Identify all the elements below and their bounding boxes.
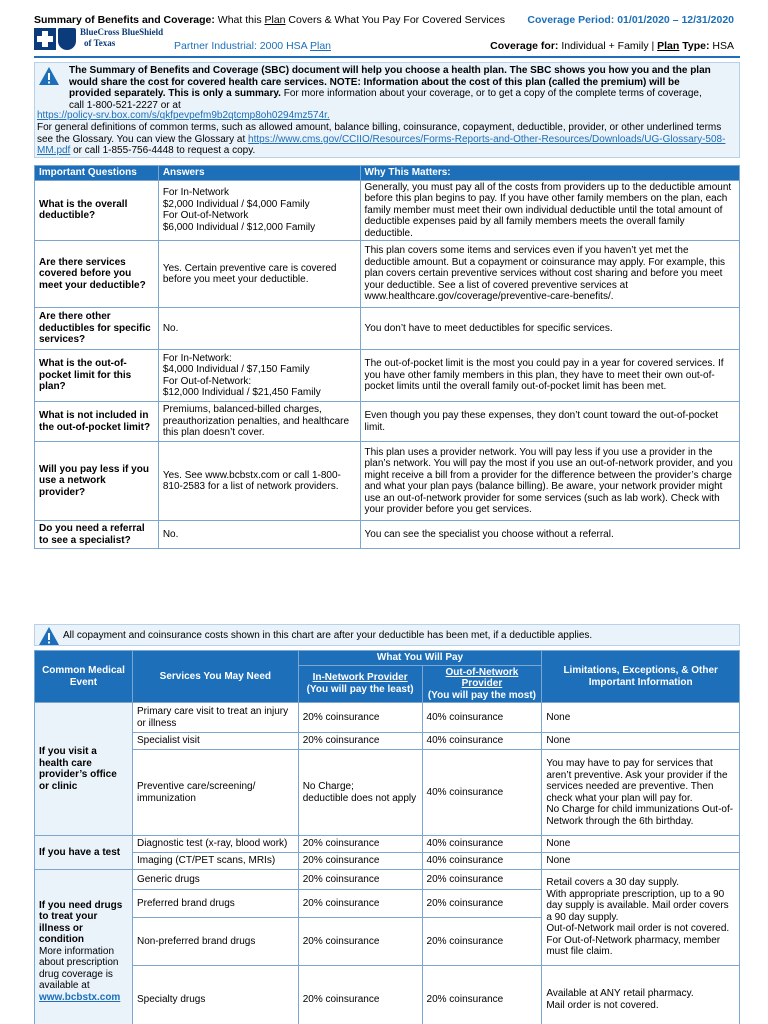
table-row: Specialty drugs 20% coinsurance 20% coinsurance Available at ANY retail pharmacy. Mail order is not covered.: [35, 966, 740, 1024]
answer: For In-Network: $4,000 Individual / $7,150 Family For Out-of-Network: $12,000 Individual / $21,450 Family: [158, 350, 360, 402]
glossary-link[interactable]: https://www.cms.gov/CCIIO/Resources/Forms-Reports-and-Other-Resources/Downloads/UG-Glossary-508-MM.pdf: [37, 133, 726, 156]
col-header-why: Why This Matters:: [360, 166, 740, 181]
document-header: [34, 12, 740, 54]
sbc-notice: [34, 62, 740, 158]
services-table: [34, 650, 740, 1024]
coverage-info: Coverage for: Individual + Family | Plan Type: HSA: [490, 40, 734, 52]
why-matters: You don’t have to meet deductibles for specific services.: [360, 308, 740, 350]
table-row: Preferred brand drugs 20% coinsurance 20% coinsurance: [35, 890, 740, 918]
col-header-in-network: In-Network Provider (You will pay the least): [298, 665, 422, 703]
event-test: If you have a test: [35, 836, 133, 870]
col-header-services: Services You May Need: [132, 651, 298, 703]
col-header-questions: Important Questions: [35, 166, 159, 181]
coverage-period: Coverage Period: 01/01/2020 – 12/31/2020: [527, 14, 734, 26]
event-office-visit: If you visit a health care provider’s office or clinic: [35, 703, 133, 836]
table-row: [35, 180, 740, 241]
question: Do you need a referral to see a specialist?: [35, 521, 159, 549]
bcbstx-link[interactable]: www.bcbstx.com: [39, 991, 121, 1003]
why-matters: The out-of-pocket limit is the most you could pay in a year for covered services. If you have other family members in this plan, they have to meet their own out-of-pocket limits until the overall family out-of-pocket limit has been met.: [360, 350, 740, 402]
warning-icon: [38, 66, 60, 86]
table-row: [35, 402, 740, 442]
answer: Yes. Certain preventive care is covered before you meet your deductible.: [158, 241, 360, 308]
table-row: [35, 521, 740, 549]
question: Will you pay less if you use a network provider?: [35, 442, 159, 521]
answer: Premiums, balanced-billed charges, preauthorization penalties, and healthcare this plan doesn’t cover.: [158, 402, 360, 442]
answer: No.: [158, 308, 360, 350]
col-header-out-network: Out-of-Network Provider (You will pay the most): [422, 665, 542, 703]
col-header-pay: What You Will Pay: [298, 651, 542, 666]
col-header-limits: Limitations, Exceptions, & Other Important Information: [542, 651, 740, 703]
table-row: [35, 308, 740, 350]
blue-shield-icon: [58, 28, 76, 50]
table-row: [35, 350, 740, 402]
col-header-answers: Answers: [158, 166, 360, 181]
blue-cross-icon: [34, 28, 56, 50]
why-matters: Generally, you must pay all of the costs from providers up to the deductible amount before this plan begins to pay. If you have other family members on the plan, each family member must meet their own individual deductible until the total amount of deductible expenses paid by all family members meets the overall family deductible.: [360, 180, 740, 241]
document-title: Summary of Benefits and Coverage: What this Plan Covers & What You Pay For Covered Services: [34, 14, 505, 26]
why-matters: Even though you pay these expenses, they don’t count toward the out-of-pocket limit.: [360, 402, 740, 442]
table-row: Non-preferred brand drugs 20% coinsurance 20% coinsurance: [35, 918, 740, 966]
table-row: [35, 241, 740, 308]
plan-name: Partner Industrial: 2000 HSA Plan: [174, 40, 332, 52]
warning-icon: [38, 626, 60, 646]
question: What is the out-of-pocket limit for this plan?: [35, 350, 159, 402]
cost-notice-text: All copayment and coinsurance costs shown in this chart are after your deductible has been met, if a deductible applies.: [63, 630, 593, 641]
answer: No.: [158, 521, 360, 549]
table-row: Preventive care/screening/ immunization No Charge; deductible does not apply 40% coinsurance You may have to pay for services that aren’t preventive. Ask your provider if the services needed are preventive. Then check what your plan will pay for. No Charge for child immunizations Out-of-Network through the 6th birthday.: [35, 750, 740, 836]
why-matters: You can see the specialist you choose without a referral.: [360, 521, 740, 549]
notice-intro: The Summary of Benefits and Coverage (SBC) document will help you choose a health plan. The SBC shows you how you and the plan would share the cost for covered health care services. NOTE: Information about the cost of this plan (called the premium) will be provided separately. This is only a summary. For more information about your coverage, or to get a copy of the complete terms of coverage, call 1-800-521-2227 or at: [69, 65, 711, 111]
question: What is the overall deductible?: [35, 180, 159, 241]
cost-notice: [34, 624, 740, 646]
answer: Yes. See www.bcbstx.com or call 1-800-810-2583 for a list of network providers.: [158, 442, 360, 521]
bcbs-logo: BlueCross BlueShield of Texas: [34, 26, 174, 54]
question: Are there services covered before you meet your deductible?: [35, 241, 159, 308]
question: What is not included in the out-of-pocket limit?: [35, 402, 159, 442]
glossary-text: For general definitions of common terms, such as allowed amount, balance billing, coinsurance, copayment, deductible, provider, or other underlined terms see the Glossary. You can view the Glossary at https://www.cms.gov/CCIIO/Resources/Forms-Reports-and-Other-Resources/Downloads/UG-Glossary-508-MM.pdf or call 1-855-756-4448 to request a copy.: [37, 122, 726, 156]
table-row: If you visit a health care provider’s office or clinic Primary care visit to treat an injury or illness 20% coinsurance 40% coinsurance None: [35, 703, 740, 733]
table-row: If you have a test Diagnostic test (x-ray, blood work) 20% coinsurance 40% coinsurance None: [35, 836, 740, 853]
policy-link[interactable]: https://policy-srv.box.com/s/qkfpevpefm9b2qtcmp8oh0294mz574r.: [37, 110, 330, 121]
table-row: Specialist visit 20% coinsurance 40% coinsurance None: [35, 733, 740, 750]
table-row: [35, 442, 740, 521]
why-matters: This plan covers some items and services even if you haven’t yet met the deductible amount. But a copayment or coinsurance may apply. For example, this plan covers certain preventive services without cost sharing and before you meet your deductible. See a list of covered preventive services at www.healthcare.gov/coverage/preventive-care-benefits/.: [360, 241, 740, 308]
question: Are there other deductibles for specific services?: [35, 308, 159, 350]
important-questions-table: [34, 165, 740, 549]
table-row: Imaging (CT/PET scans, MRIs) 20% coinsurance 40% coinsurance None: [35, 853, 740, 870]
header-rule: [34, 56, 740, 58]
table-row: If you need drugs to treat your illness or condition More information about prescription drug coverage is available at www.bcbstx.com Generic drugs 20% coinsurance 20% coinsurance Retail covers a 30 day supply. With appropriate prescription, up to a 90 day supply is available. Mail order covers a 90 day supply. Out-of-Network mail order is not covered. For Out-of-Network pharmacy, member must file claim.: [35, 870, 740, 890]
answer: For In-Network $2,000 Individual / $4,000 Family For Out-of-Network $6,000 Individual / $12,000 Family: [158, 180, 360, 241]
why-matters: This plan uses a provider network. You will pay less if you use a provider in the plan’s network. You will pay the most if you use an out-of-network provider, and you might receive a bill from a provider for the difference between the provider’s charge and what your plan pays (balance billing). Be aware, your network provider might use an out-of-network provider for some services (such as lab work). Check with your provider before you get services.: [360, 442, 740, 521]
event-drugs: If you need drugs to treat your illness or condition More information about prescription drug coverage is available at www.bcbstx.com: [35, 870, 133, 1024]
col-header-event: Common Medical Event: [35, 651, 133, 703]
